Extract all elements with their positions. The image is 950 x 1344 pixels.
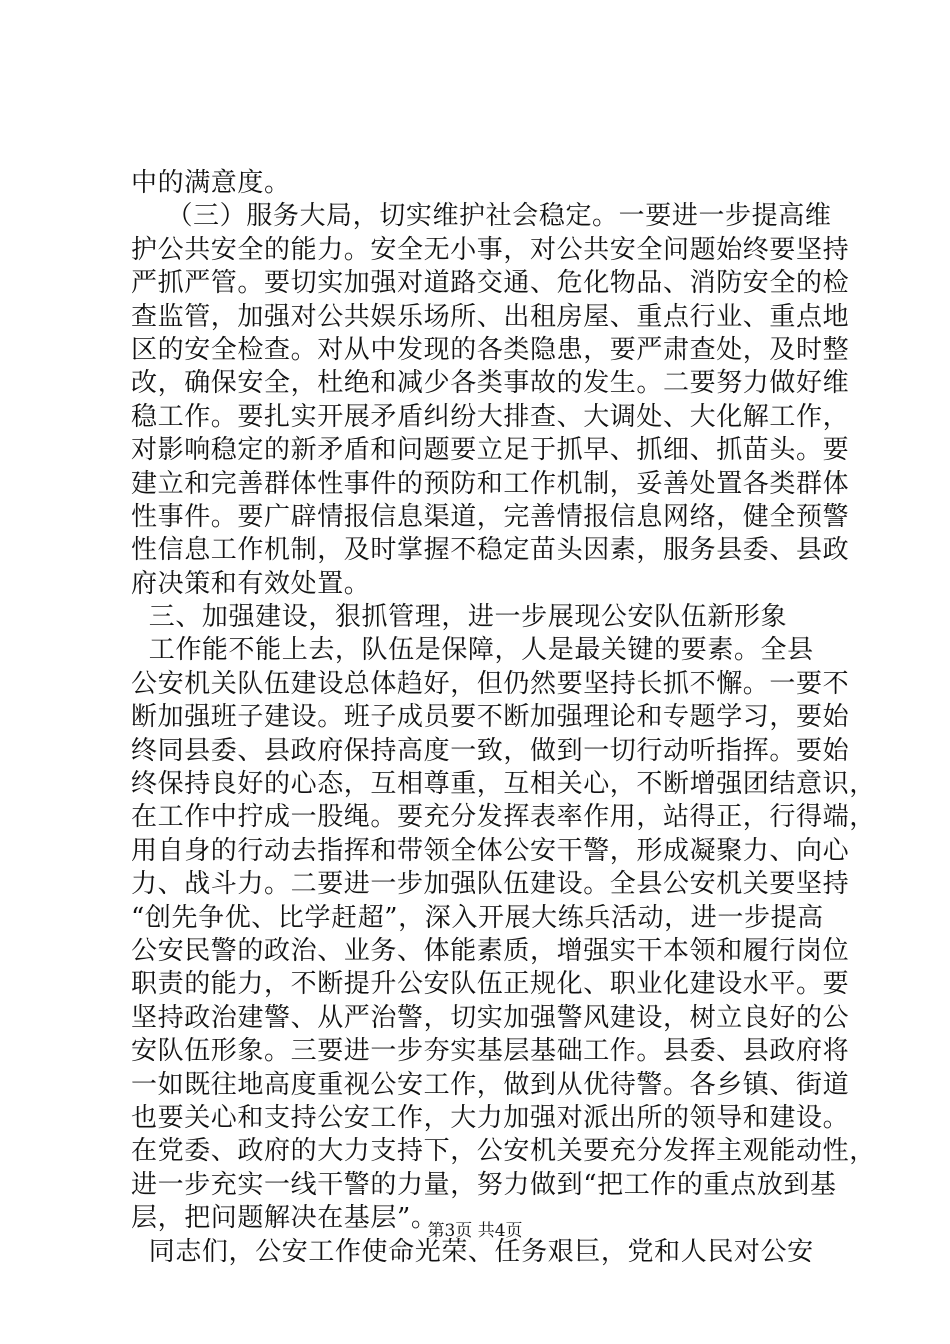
text-line: 终保持良好的心态，互相尊重，互相关心，不断增强团结意识， bbox=[131, 769, 876, 800]
text-line: 也要关心和支持公安工作，大力加强对派出所的领导和建设。 bbox=[131, 1102, 850, 1133]
text-line: “创先争优、比学赶超”，深入开展大练兵活动，进一步提高 bbox=[131, 902, 824, 933]
text-line: 建立和完善群体性事件的预防和工作机制，妥善处置各类群体 bbox=[131, 468, 850, 499]
text-line: 公安民警的政治、业务、体能素质，增强实干本领和履行岗位 bbox=[131, 935, 850, 966]
text-line: 层，把问题解决在基层”。 bbox=[131, 1203, 438, 1234]
text-line: 性信息工作机制，及时掌握不稳定苗头因素，服务县委、县政 bbox=[131, 535, 850, 566]
text-line: 府决策和有效处置。 bbox=[131, 568, 371, 599]
text-line: 稳工作。要扎实开展矛盾纠纷大排查、大调处、大化解工作， bbox=[131, 401, 850, 432]
text-line: 一如既往地高度重视公安工作，做到从优待警。各乡镇、街道 bbox=[131, 1069, 850, 1100]
text-line: 中的满意度。 bbox=[131, 168, 291, 198]
text-line: 护公共安全的能力。安全无小事，对公共安全问题始终要坚持 bbox=[131, 234, 850, 265]
text-line: 职责的能力，不断提升公安队伍正规化、职业化建设水平。要 bbox=[131, 969, 850, 1000]
text-line: 终同县委、县政府保持高度一致，做到一切行动听指挥。要始 bbox=[131, 735, 850, 766]
section-heading: 三、加强建设，狠抓管理，进一步展现公安队伍新形象 bbox=[131, 602, 788, 633]
text-line: 改，确保安全，杜绝和减少各类事故的发生。二要努力做好维 bbox=[131, 368, 850, 399]
text-line: 安队伍形象。三要进一步夯实基层基础工作。县委、县政府将 bbox=[131, 1036, 850, 1067]
text-line: 工作能不能上去，队伍是保障，人是最关键的要素。全县 bbox=[131, 635, 814, 666]
text-line: 力、战斗力。二要进一步加强队伍建设。全县公安机关要坚持 bbox=[131, 869, 850, 900]
text-line: 对影响稳定的新矛盾和问题要立足于抓早、抓细、抓苗头。要 bbox=[131, 435, 850, 466]
text-line: （三）服务大局，切实维护社会稳定。一要进一步提高维 bbox=[131, 201, 832, 232]
page-footer: 第3页 共4页 bbox=[427, 1221, 523, 1241]
text-line: 公安机关队伍建设总体趋好，但仍然要坚持长抓不懈。一要不 bbox=[131, 668, 850, 699]
text-line: 在党委、政府的大力支持下，公安机关要充分发挥主观能动性， bbox=[131, 1136, 876, 1167]
text-line: 同志们，公安工作使命光荣、任务艰巨，党和人民对公安 bbox=[131, 1236, 814, 1267]
text-line: 查监管，加强对公共娱乐场所、出租房屋、重点行业、重点地 bbox=[131, 301, 850, 332]
text-line: 断加强班子建设。班子成员要不断加强理论和专题学习，要始 bbox=[131, 702, 850, 733]
text-line: 进一步充实一线干警的力量，努力做到“把工作的重点放到基 bbox=[131, 1169, 837, 1200]
text-line: 性事件。要广辟情报信息渠道，完善情报信息网络，健全预警 bbox=[131, 501, 850, 532]
text-line: 在工作中拧成一股绳。要充分发挥表率作用，站得正，行得端， bbox=[131, 802, 876, 833]
text-line: 区的安全检查。对从中发现的各类隐患，要严肃查处，及时整 bbox=[131, 334, 850, 365]
text-line: 用自身的行动去指挥和带领全体公安干警，形成凝聚力、向心 bbox=[131, 835, 850, 866]
text-line: 严抓严管。要切实加强对道路交通、危化物品、消防安全的检 bbox=[131, 268, 850, 299]
body-text bbox=[131, 167, 876, 1269]
text-line: 坚持政治建警、从严治警，切实加强警风建设，树立良好的公 bbox=[131, 1002, 850, 1033]
